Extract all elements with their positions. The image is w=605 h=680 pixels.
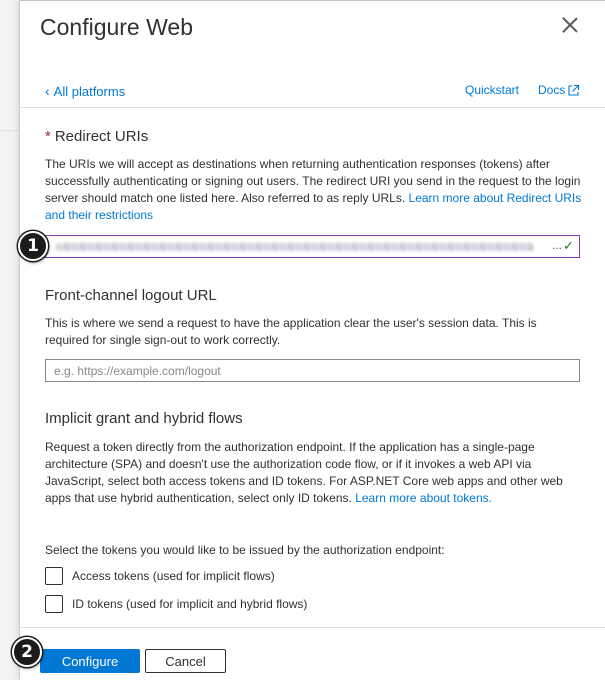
configure-button[interactable]: Configure (40, 649, 140, 673)
access-tokens-checkbox[interactable] (45, 567, 63, 585)
access-tokens-label: Access tokens (used for implicit flows) (72, 569, 275, 583)
redirect-uris-heading (45, 128, 148, 145)
callout-badge-1: 1 (18, 231, 48, 261)
logout-url-description: This is where we send a request to have the application clear the user's session data. This is required for single sign-out to work correctly. (45, 316, 537, 347)
panel-nav (20, 81, 605, 108)
panel-title: Configure Web (40, 14, 193, 40)
redirect-uris-description (45, 156, 583, 224)
access-tokens-option[interactable] (45, 567, 275, 585)
id-tokens-label: ID tokens (used for implicit and hybrid flows) (72, 597, 308, 611)
close-icon[interactable] (562, 17, 578, 33)
logout-url-title: Front-channel logout URL (45, 287, 217, 304)
logout-url-input[interactable] (45, 359, 580, 382)
background-blade (0, 0, 20, 680)
chevron-left-icon: ‹ (45, 83, 50, 99)
implicit-grant-title: Implicit grant and hybrid flows (45, 410, 243, 427)
id-tokens-checkbox[interactable] (45, 595, 63, 613)
external-link-icon (567, 84, 580, 97)
all-platforms-label: All platforms (53, 83, 126, 99)
implicit-description-text: Request a token directly from the authorization endpoint. If the application has a single-page architecture (SPA) and doesn't use the authorization code flow, or if it invokes a web API via JavaScript, select both access tokens and ID tokens. For ASP.NET Core web apps and other web apps that use hybrid authentication, select only ID tokens. (45, 440, 563, 505)
implicit-grant-description (45, 439, 583, 507)
all-platforms-link[interactable] (45, 83, 125, 99)
docs-label: Docs (538, 83, 566, 97)
configure-web-panel (20, 0, 605, 680)
redirect-uris-title: Redirect URIs (54, 128, 149, 145)
background-divider (0, 130, 20, 131)
redirect-uri-field[interactable] (45, 235, 580, 258)
token-select-prompt: Select the tokens you would like to be issued by the authorization endpoint: (45, 543, 445, 557)
quickstart-link[interactable]: Quickstart (465, 83, 520, 97)
redirect-learn-more-link[interactable]: Learn more about Redirect URIs and their restrictions (45, 191, 582, 222)
redirect-description-text: The URIs we will accept as destinations when returning authentication responses (tokens) after successfully authenticating or signing out users. The redirect URI you send in the request to the login server should match one listed here. Also referred to as reply URLs. (45, 157, 581, 205)
docs-link[interactable] (538, 83, 580, 97)
panel-footer (20, 627, 605, 680)
cancel-button[interactable]: Cancel (145, 649, 226, 673)
tokens-learn-more-link[interactable]: Learn more about tokens. (355, 491, 492, 505)
required-marker: * (45, 128, 51, 145)
callout-badge-2: 2 (12, 637, 42, 667)
redacted-uri-value (56, 243, 534, 251)
id-tokens-option[interactable] (45, 595, 307, 613)
uri-ellipsis: ... (552, 238, 563, 252)
checkmark-icon: ✓ (563, 238, 574, 253)
